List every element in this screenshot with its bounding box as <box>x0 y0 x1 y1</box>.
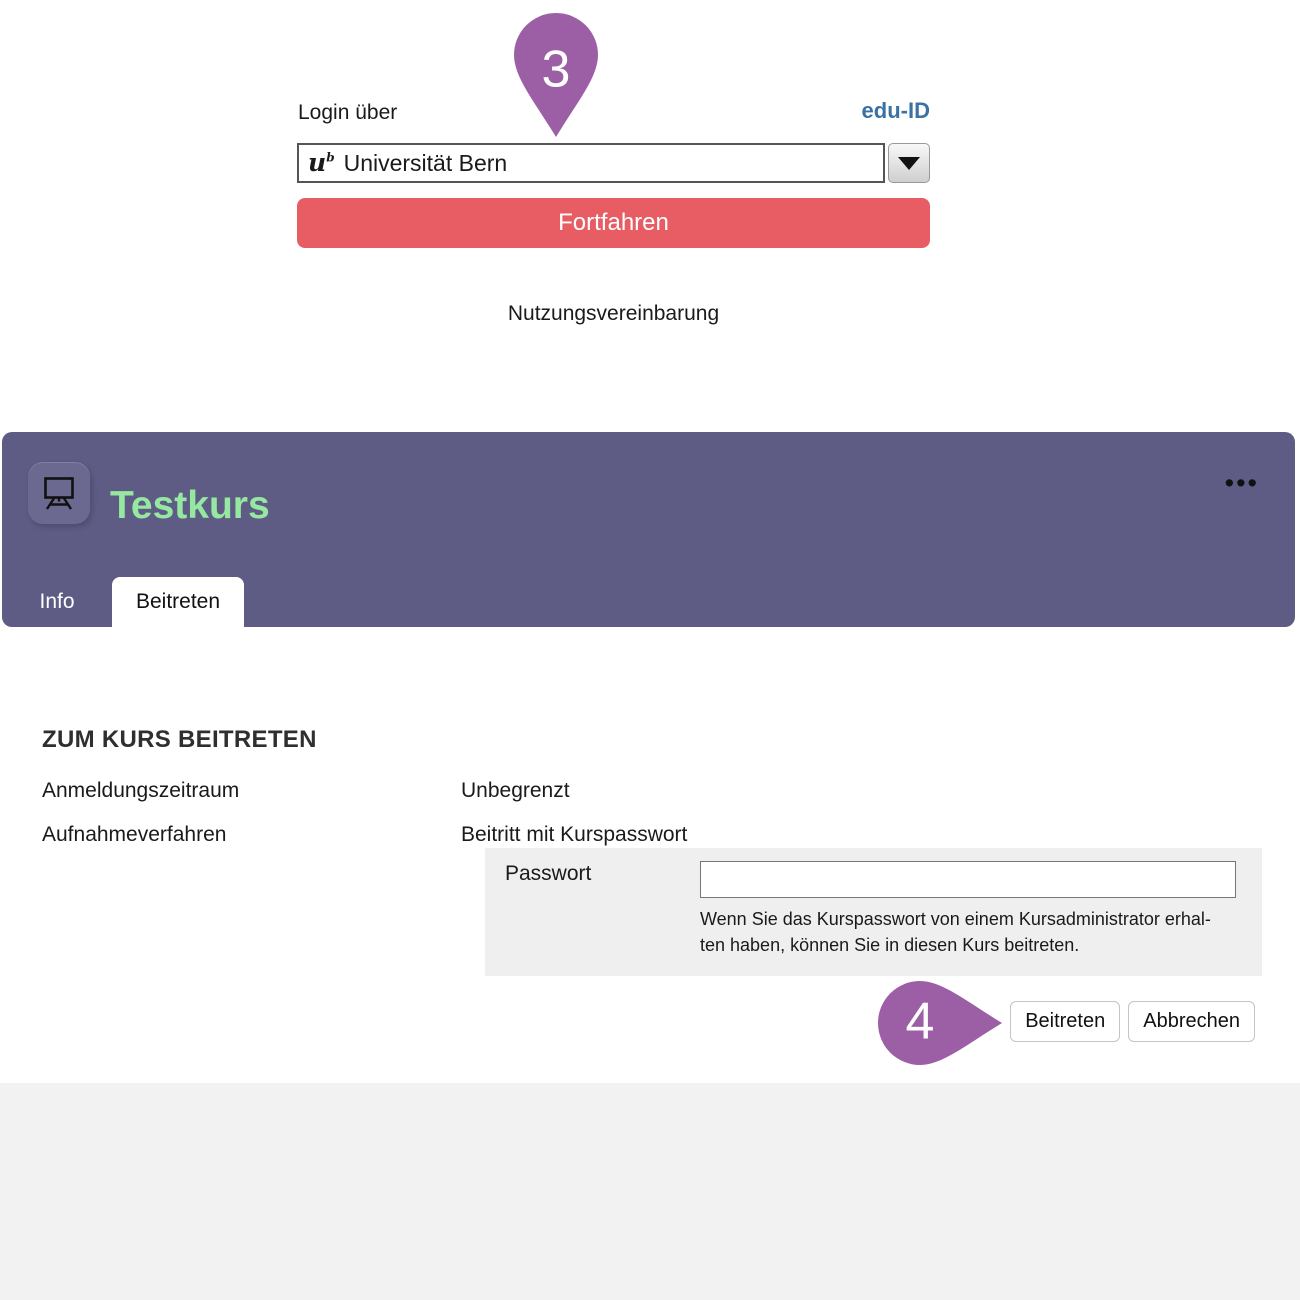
password-help-line1: Wenn Sie das Kurspasswort von einem Kursadministrator erhal- <box>700 909 1211 929</box>
password-help-line2: ten haben, können Sie in diesen Kurs beitreten. <box>700 935 1080 955</box>
course-title: Testkurs <box>110 484 270 527</box>
step-marker-4-number: 4 <box>905 992 935 1051</box>
password-panel <box>485 848 1262 976</box>
course-board-icon <box>40 474 78 512</box>
password-help-text <box>700 906 1260 958</box>
cancel-button[interactable]: Abbrechen <box>1128 1001 1255 1042</box>
login-over-label: Login über <box>298 101 398 124</box>
unibe-logo-icon: $u^b$ <box>308 147 335 177</box>
join-button[interactable]: Beitreten <box>1010 1001 1120 1042</box>
course-icon-badge <box>28 462 90 524</box>
step-marker-3 <box>514 13 598 137</box>
tab-beitreten[interactable]: Beitreten <box>112 577 244 627</box>
step-marker-3-number: 3 <box>541 40 571 99</box>
admission-procedure-value: Beitritt mit Kurspasswort <box>461 823 688 846</box>
idp-select-dropdown-button[interactable] <box>888 143 930 183</box>
course-tabs <box>2 577 244 627</box>
terms-of-use-link[interactable]: Nutzungsvereinbarung <box>507 302 720 325</box>
admission-procedure-label: Aufnahmeverfahren <box>42 823 227 846</box>
continue-button[interactable]: Fortfahren <box>297 198 930 248</box>
registration-period-value: Unbegrenzt <box>461 779 570 802</box>
password-label: Passwort <box>505 862 592 885</box>
actions-menu-icon[interactable]: ••• <box>1224 468 1259 498</box>
join-section-heading: ZUM KURS BEITRETEN <box>42 726 317 753</box>
idp-select[interactable] <box>297 143 885 183</box>
step-marker-4 <box>878 981 1002 1065</box>
idp-selected-value: Universität Bern <box>343 149 508 176</box>
chevron-down-icon <box>898 157 920 170</box>
registration-period-label: Anmeldungszeitraum <box>42 779 240 802</box>
edu-id-link[interactable]: edu-ID <box>861 98 930 123</box>
tab-info[interactable]: Info <box>39 590 75 613</box>
password-input[interactable] <box>700 861 1236 898</box>
footer-area <box>0 1083 1300 1300</box>
course-header <box>2 432 1295 627</box>
form-button-row <box>1010 1001 1255 1042</box>
